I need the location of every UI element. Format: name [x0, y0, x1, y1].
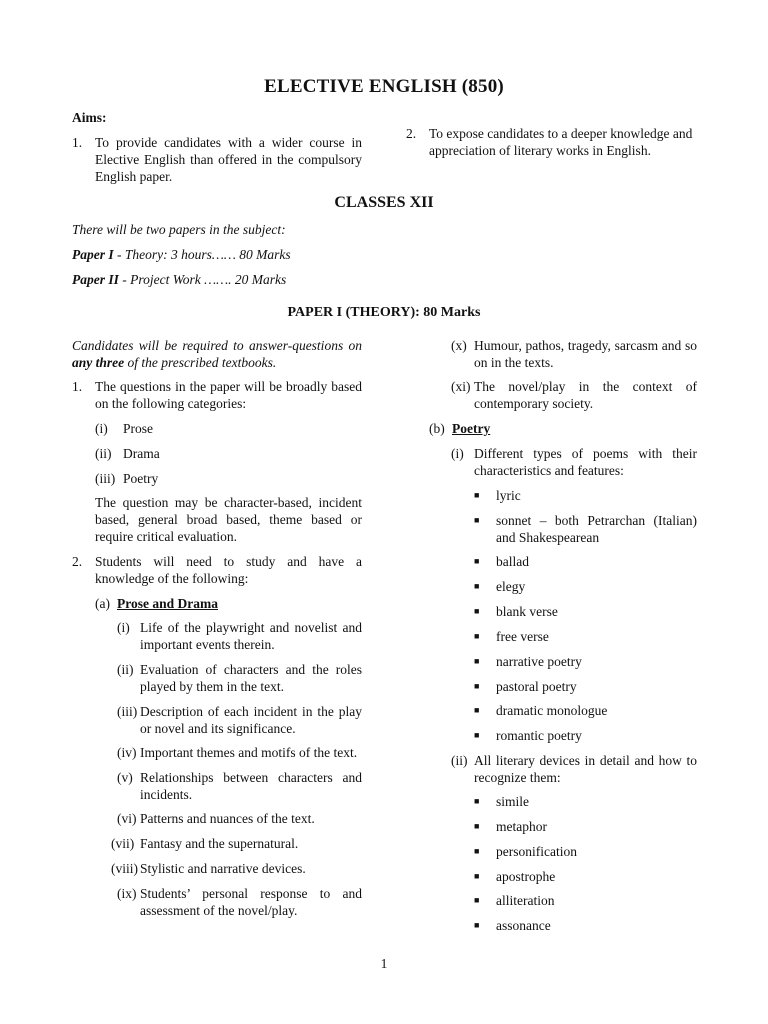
poetry-devices-number: (ii) — [451, 753, 468, 768]
paper-1-label: Paper I — [72, 247, 114, 262]
bullet-icon: ■ — [474, 895, 480, 905]
bullet-icon: ■ — [474, 606, 480, 616]
aim-1-number: 1. — [72, 135, 83, 150]
device-apostrophe: apostrophe — [496, 869, 556, 884]
question-types: The question may be character-based, incident based, general broad based, theme based or require critical evaluation. — [95, 495, 362, 544]
bullet-icon: ■ — [474, 581, 480, 591]
bullet-icon: ■ — [474, 515, 480, 525]
device-personification: personification — [496, 844, 577, 859]
poetry-number: (b) — [429, 421, 445, 436]
paper-1-text: - Theory: 3 hours…… 80 Marks — [113, 247, 291, 262]
pd-item-10-number: (x) — [451, 338, 467, 353]
category-1-number: (i) — [95, 421, 108, 436]
pd-item-3-number: (iii) — [117, 704, 138, 719]
device-assonance: assonance — [496, 918, 551, 933]
theory-heading: PAPER I (THEORY): 80 Marks — [287, 305, 481, 320]
pd-item-11-number: (xi) — [451, 379, 471, 394]
pd-item-4-number: (iv) — [117, 745, 137, 760]
pd-item-6-text: Patterns and nuances of the text. — [140, 811, 315, 826]
classes-heading: CLASSES XII — [334, 194, 434, 211]
poetry-devices-text: All literary devices in detail and how to recognize them: — [474, 753, 697, 785]
q1-number: 1. — [72, 379, 83, 394]
q2-number: 2. — [72, 554, 83, 569]
aim-2-text: To expose candidates to a deeper knowledge and appreciation of literary works in English. — [429, 126, 693, 158]
poetry-types-text: Different types of poems with their characteristics and features: — [474, 446, 697, 478]
aim-1-text: To provide candidates with a wider course in Elective English than offered in the compulsory English paper. — [95, 135, 362, 184]
category-1-text: Prose — [123, 421, 153, 436]
bullet-icon: ■ — [474, 681, 480, 691]
poem-type-ballad: ballad — [496, 554, 529, 569]
q1-text: The questions in the paper will be broadly based on the following categories: — [95, 379, 362, 411]
poem-type-free-verse: free verse — [496, 629, 549, 644]
bullet-icon: ■ — [474, 490, 480, 500]
paper-2-label: Paper II — [72, 272, 119, 287]
bullet-icon: ■ — [474, 920, 480, 930]
pd-item-8-number: (viii) — [111, 861, 138, 876]
bullet-icon: ■ — [474, 631, 480, 641]
poem-type-lyric: lyric — [496, 488, 521, 503]
poem-type-blank-verse: blank verse — [496, 604, 558, 619]
page-number: 1 — [380, 956, 388, 971]
pd-item-5-text: Relationships between characters and incidents. — [140, 770, 362, 802]
pd-item-2-text: Evaluation of characters and the roles played by them in the text. — [140, 662, 362, 694]
bullet-icon: ■ — [474, 846, 480, 856]
pd-item-8-text: Stylistic and narrative devices. — [140, 861, 306, 876]
bullet-icon: ■ — [474, 821, 480, 831]
poem-type-dramatic-monologue: dramatic monologue — [496, 703, 608, 718]
pd-item-9-text: Students’ personal response to and assessment of the novel/play. — [140, 886, 362, 918]
poetry-types-number: (i) — [451, 446, 464, 461]
category-3-number: (iii) — [95, 471, 116, 486]
pd-item-1-text: Life of the playwright and novelist and important events therein. — [140, 620, 362, 652]
pd-item-7-number: (vii) — [111, 836, 135, 851]
paper-2-text: - Project Work ……. 20 Marks — [118, 272, 287, 287]
pd-item-6-number: (vi) — [117, 811, 137, 826]
device-simile: simile — [496, 794, 529, 809]
bullet-icon: ■ — [474, 871, 480, 881]
bullet-icon: ■ — [474, 656, 480, 666]
bullet-icon: ■ — [474, 796, 480, 806]
device-metaphor: metaphor — [496, 819, 547, 834]
poem-type-narrative: narrative poetry — [496, 654, 582, 669]
category-2-number: (ii) — [95, 446, 112, 461]
pd-item-3-text: Description of each incident in the play or novel and its significance. — [140, 704, 362, 736]
poem-type-sonnet: sonnet – both Petrarchan (Italian) and Shakespearean — [496, 513, 697, 545]
category-2-text: Drama — [123, 446, 160, 461]
pd-item-2-number: (ii) — [117, 662, 134, 677]
paper-2-line — [72, 271, 286, 288]
poetry-heading: Poetry — [452, 421, 491, 436]
bullet-icon: ■ — [474, 556, 480, 566]
prose-drama-number: (a) — [95, 596, 110, 611]
instructions-bold: any three — [72, 355, 125, 370]
poem-type-romantic: romantic poetry — [496, 728, 582, 743]
paper-1-line — [72, 246, 291, 263]
q2-text: Students will need to study and have a knowledge of the following: — [95, 554, 362, 586]
pd-item-5-number: (v) — [117, 770, 133, 785]
pd-item-4-text: Important themes and motifs of the text. — [140, 745, 358, 760]
aim-2-number: 2. — [406, 126, 417, 141]
aims-heading: Aims: — [72, 110, 107, 125]
poem-type-elegy: elegy — [496, 579, 526, 594]
pd-item-7-text: Fantasy and the supernatural. — [140, 836, 299, 851]
pd-item-1-number: (i) — [117, 620, 130, 635]
bullet-icon: ■ — [474, 705, 480, 715]
instructions-pre: Candidates will be required to answer-questions on — [72, 338, 362, 353]
poem-type-pastoral: pastoral poetry — [496, 679, 577, 694]
category-3-text: Poetry — [123, 471, 159, 486]
device-alliteration: alliteration — [496, 893, 555, 908]
bullet-icon: ■ — [474, 730, 480, 740]
instructions-post: of the prescribed textbooks. — [124, 355, 277, 370]
pd-item-9-number: (ix) — [117, 886, 137, 901]
pd-item-11-text: The novel/play in the context of contemporary society. — [474, 379, 697, 411]
pd-item-10-text: Humour, pathos, tragedy, sarcasm and so on in the texts. — [474, 338, 697, 370]
document-title: ELECTIVE ENGLISH (850) — [264, 76, 504, 97]
papers-intro: There will be two papers in the subject: — [72, 222, 286, 237]
prose-drama-heading: Prose and Drama — [117, 596, 218, 611]
instructions — [72, 337, 362, 371]
